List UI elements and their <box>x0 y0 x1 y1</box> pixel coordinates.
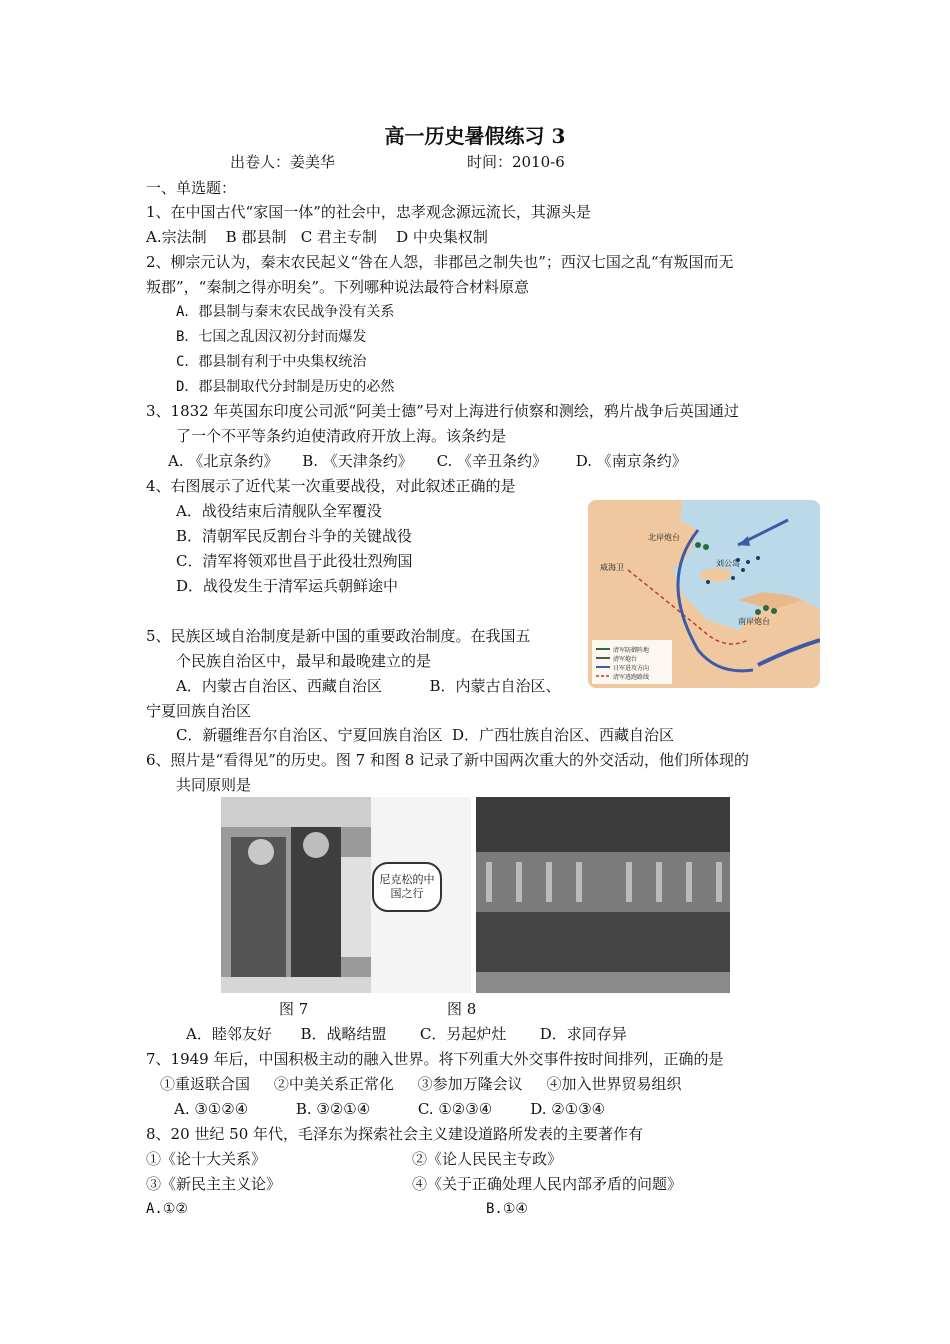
q8-item-2: ②《论人民民主专政》 <box>412 1150 563 1168</box>
q2-option-c: C．郡县制有利于中央集权统治 <box>176 354 367 370</box>
map-legend-3: 日军进攻方向 <box>613 665 650 672</box>
q7-stem: 7、1949 年后，中国积极主动的融入世界。将下列重大外交事件按时间排列，正确的是 <box>146 1050 724 1068</box>
q2-option-a: A．郡县制与秦末农民战争没有关系 <box>176 304 395 320</box>
figure-7-photo <box>221 797 371 993</box>
q7-options: A. ③①②④ B. ③②①④ C. ①②③④ D. ②①③④ <box>174 1100 606 1118</box>
q5-options-continued: 宁夏回族自治区 <box>146 702 252 720</box>
q6-stem-line1: 6、照片是“看得见”的历史。图 7 和图 8 记录了新中国两次重大的外交活动，他们所体现的 <box>146 751 750 769</box>
figure-7-caption: 图 7 <box>279 1000 309 1018</box>
q8-item-3: ③《新民主主义论》 <box>146 1175 282 1193</box>
q5-stem-line2: 个民族自治区中，最早和最晚建立的是 <box>176 652 432 670</box>
map-legend-4: 清军逃跑路线 <box>613 674 650 681</box>
q4-option-d: D．战役发生于清军运兵朝鲜途中 <box>176 577 399 595</box>
q4-option-b: B．清朝军民反割台斗争的关键战役 <box>176 527 413 545</box>
q8-item-4: ④《关于正确处理人民内部矛盾的问题》 <box>412 1175 683 1193</box>
q5-options-ab: A．内蒙古自治区、西藏自治区 B．内蒙古自治区、 <box>176 677 561 695</box>
q6-options: A．睦邻友好 B．战略结盟 C．另起炉灶 D．求同存异 <box>186 1025 627 1043</box>
q8-option-b: B.①④ <box>486 1201 528 1217</box>
q3-options: A. 《北京条约》 B. 《天津条约》 C. 《辛丑条约》 D. 《南京条约》 <box>168 452 687 470</box>
q1-stem: 1、在中国古代“家国一体”的社会中，忠孝观念源远流长，其源头是 <box>146 203 591 221</box>
map-legend-1: 清军防御阵地 <box>613 647 650 654</box>
q2-stem-line1: 2、柳宗元认为，秦末农民起义“咎在人怨，非郡邑之制失也”；西汉七国之乱“有叛国而无 <box>146 253 734 271</box>
map-label-weihai: 威海卫 <box>600 563 624 572</box>
map-legend-2: 清军炮台 <box>613 656 638 663</box>
q1-options: A.宗法制 B 郡县制 C 君主专制 D 中央集权制 <box>146 228 488 246</box>
q2-option-d: D．郡县制取代分封制是历史的必然 <box>176 379 395 395</box>
author: 出卷人：姜美华 <box>230 153 336 171</box>
figure-8-caption: 图 8 <box>447 1000 477 1018</box>
q2-option-b: B．七国之乱因汉初分封而爆发 <box>176 329 367 345</box>
q8-item-1: ①《论十大关系》 <box>146 1150 267 1168</box>
section-heading: 一、单选题： <box>146 179 237 197</box>
q5-stem-line1: 5、民族区域自治制度是新中国的重要政治制度。在我国五 <box>146 627 531 645</box>
map-label-north: 北岸炮台 <box>648 533 680 542</box>
q5-options-cd: C．新疆维吾尔自治区、宁夏回族自治区 D．广西壮族自治区、西藏自治区 <box>176 726 675 744</box>
speech-bubble: 尼克松的中国之行 <box>372 862 442 912</box>
q8-option-a: A.①② <box>146 1201 188 1217</box>
q4-option-c: C．清军将领邓世昌于此役壮烈殉国 <box>176 552 413 570</box>
battle-map-image <box>588 500 820 688</box>
q2-stem-line2: 叛郡”，“秦制之得亦明矣”。下列哪种说法最符合材料原意 <box>146 278 530 296</box>
exam-time: 时间：2010-6 <box>467 153 565 171</box>
page-title: 高一历史暑假练习 3 <box>384 124 566 148</box>
figure-8-photo <box>476 797 730 993</box>
q7-items: ①重返联合国 ②中美关系正常化 ③参加万隆会议 ④加入世界贸易组织 <box>160 1075 682 1093</box>
q3-stem-line1: 3、1832 年英国东印度公司派“阿美士德”号对上海进行侦察和测绘，鸦片战争后英国通过 <box>146 402 739 420</box>
map-label-south: 南岸炮台 <box>738 617 770 626</box>
q4-stem: 4、右图展示了近代某一次重要战役，对此叙述正确的是 <box>146 477 516 495</box>
q6-stem-line2: 共同原则是 <box>176 776 252 794</box>
q8-stem: 8、20 世纪 50 年代，毛泽东为探索社会主义建设道路所发表的主要著作有 <box>146 1125 644 1143</box>
map-label-liugong: 刘公岛 <box>716 559 740 568</box>
q4-option-a: A．战役结束后清舰队全军覆没 <box>176 502 382 520</box>
q3-stem-line2: 了一个不平等条约迫使清政府开放上海。该条约是 <box>176 427 507 445</box>
